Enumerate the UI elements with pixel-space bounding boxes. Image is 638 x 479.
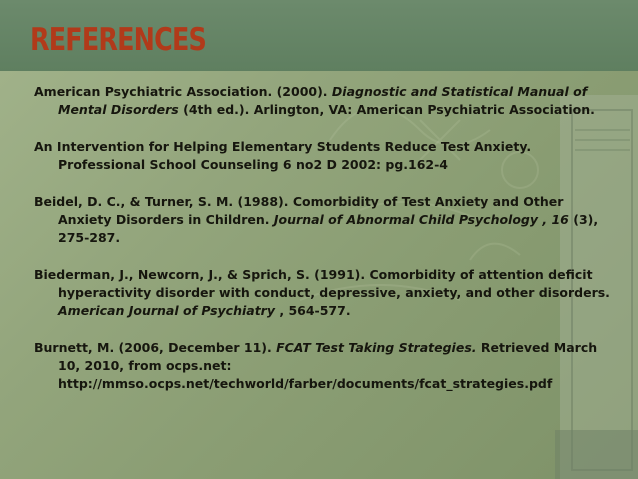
reference-entry [34, 266, 614, 320]
reference-text: An Intervention for Helping Elementary Students Reduce Test Anxiety. Professional School Counseling 6 no2 D 2002: pg.162-4 [34, 139, 532, 172]
reference-entry [34, 339, 614, 393]
reference-text: (3), 275-287. [58, 212, 599, 245]
reference-list [34, 83, 614, 412]
reference-text: , 564-577. [275, 303, 351, 318]
reference-text: Beidel, D. C., & Turner, S. M. (1988). Comorbidity of Test Anxiety and Other Anxiety Disorders in Children. [34, 194, 564, 227]
reference-italic-text: FCAT Test Taking Strategies. [276, 340, 477, 355]
reference-text: (4th ed.). Arlington, VA: American Psychiatric Association. [178, 102, 595, 117]
reference-text: Biederman, J., Newcorn, J., & Sprich, S. (1991). Comorbidity of attention deficit hyperactivity disorder with conduct, depressive, anxiety, and other disorders. [34, 267, 610, 300]
reference-text: Burnett, M. (2006, December 11). [34, 340, 277, 355]
slide-title: REFERENCES [30, 22, 207, 58]
reference-entry [34, 138, 614, 174]
reference-entry [34, 83, 614, 119]
reference-text: Retrieved March 10, 2010, from ocps.net: http://mmso.ocps.net/techworld/farber/documents/fcat_strategies.pdf [58, 340, 598, 391]
reference-italic-text: American Journal of Psychiatry [58, 303, 275, 318]
reference-entry [34, 193, 614, 247]
reference-italic-text: Journal of Abnormal Child Psychology , 16 [273, 212, 569, 227]
reference-text: American Psychiatric Association. (2000). [34, 84, 332, 99]
reference-italic-text: Diagnostic and Statistical Manual of Mental Disorders [58, 84, 588, 117]
